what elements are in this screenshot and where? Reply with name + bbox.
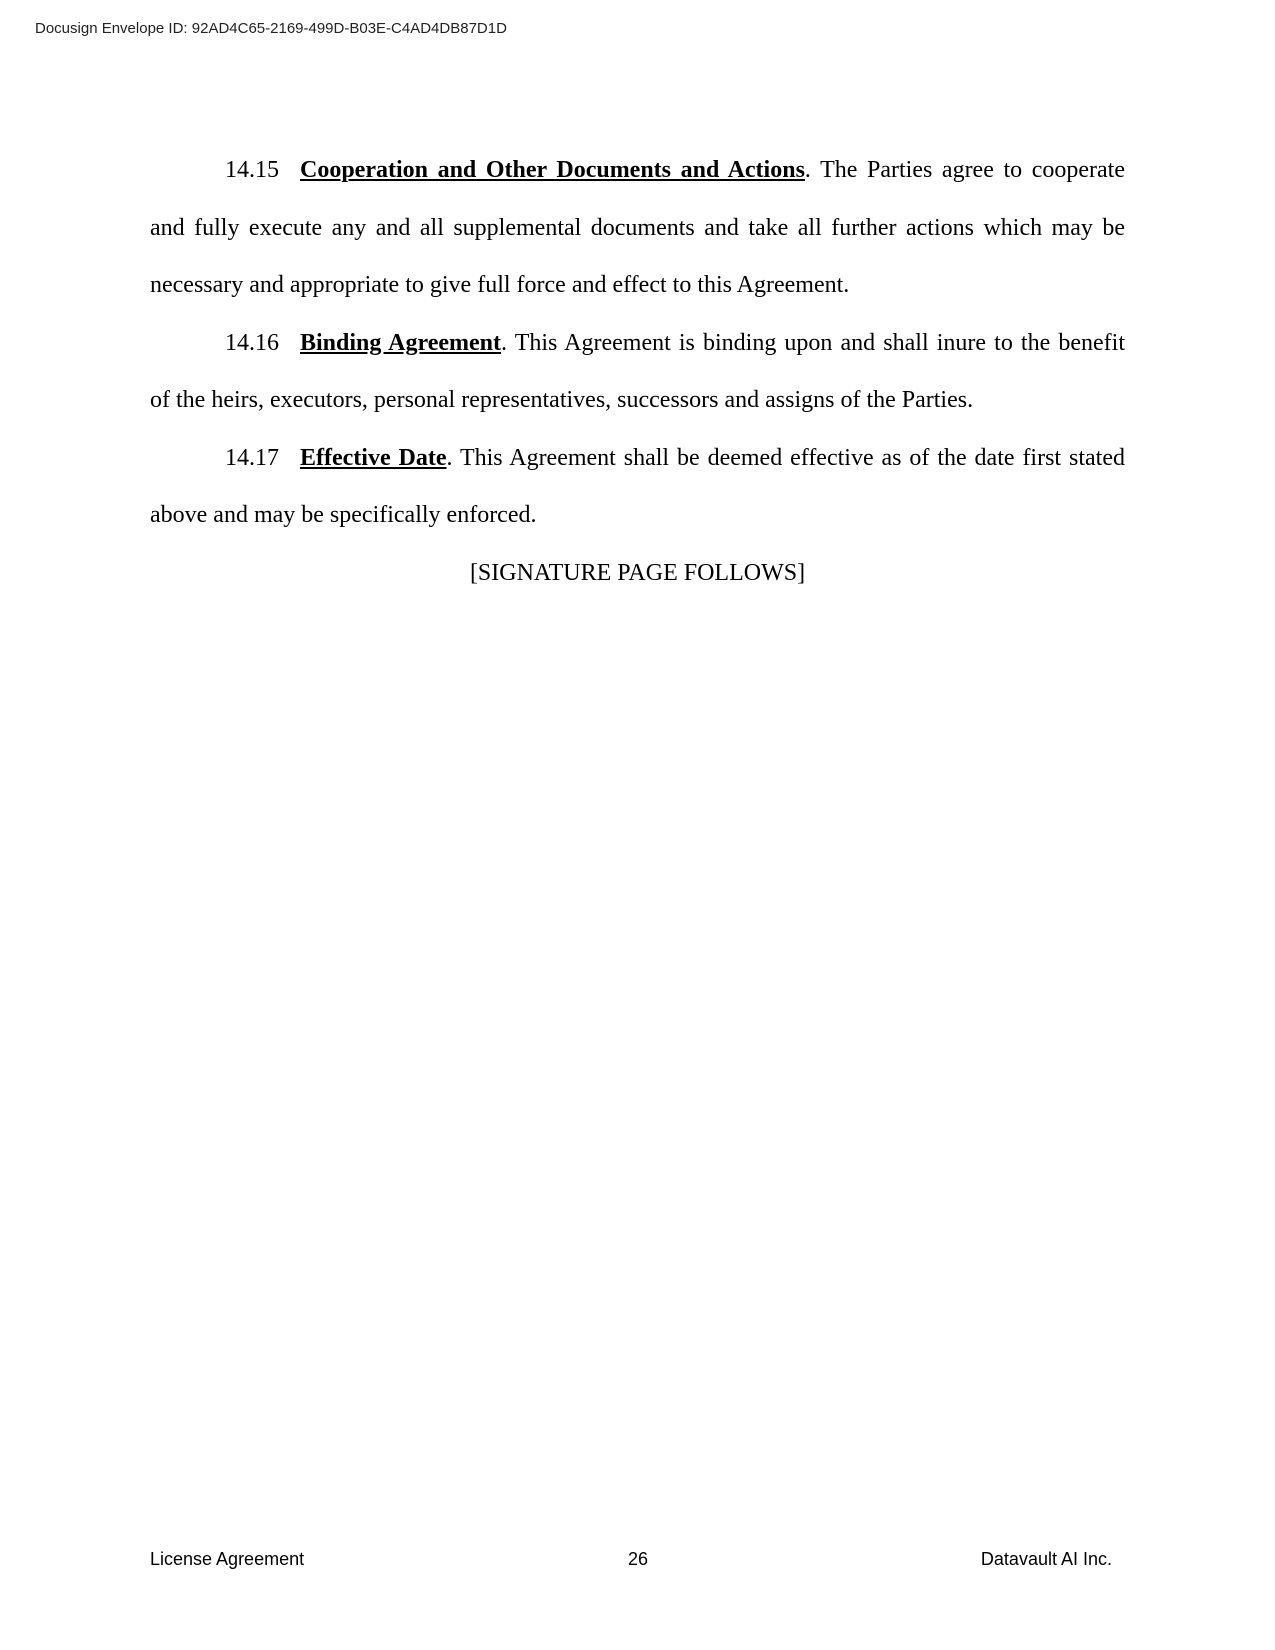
section-text: . This Agreement shall be deemed effective as of the date first stated above and may be specifically enforced. bbox=[150, 444, 1125, 528]
section-14-15 bbox=[150, 142, 1125, 315]
envelope-id: Docusign Envelope ID: 92AD4C65-2169-499D-B03E-C4AD4DB87D1D bbox=[35, 20, 507, 37]
section-number: 14.17 bbox=[225, 444, 279, 471]
section-heading: Binding Agreement bbox=[300, 329, 502, 356]
section-text: . The Parties agree to cooperate and fully execute any and all supplemental documents and take all further actions which may be necessary and appropriate to give full force and effect to this Agreement. bbox=[150, 157, 1125, 298]
section-14-17 bbox=[150, 430, 1125, 545]
section-text: . This Agreement is binding upon and shall inure to the benefit of the heirs, executors, personal representatives, successors and assigns of the Parties. bbox=[150, 329, 1125, 413]
footer-document-title: License Agreement bbox=[150, 1549, 305, 1569]
section-number: 14.16 bbox=[225, 329, 279, 356]
section-14-16 bbox=[150, 315, 1125, 430]
section-heading: Cooperation and Other Documents and Actions bbox=[300, 157, 805, 183]
footer-page-number: 26 bbox=[628, 1549, 649, 1569]
section-heading: Effective Date bbox=[300, 444, 447, 471]
document-body bbox=[150, 142, 1125, 602]
footer-company-name: Datavault AI Inc. bbox=[980, 1549, 1112, 1569]
section-number: 14.15 bbox=[225, 157, 279, 183]
signature-page-note: [SIGNATURE PAGE FOLLOWS] bbox=[469, 559, 806, 586]
